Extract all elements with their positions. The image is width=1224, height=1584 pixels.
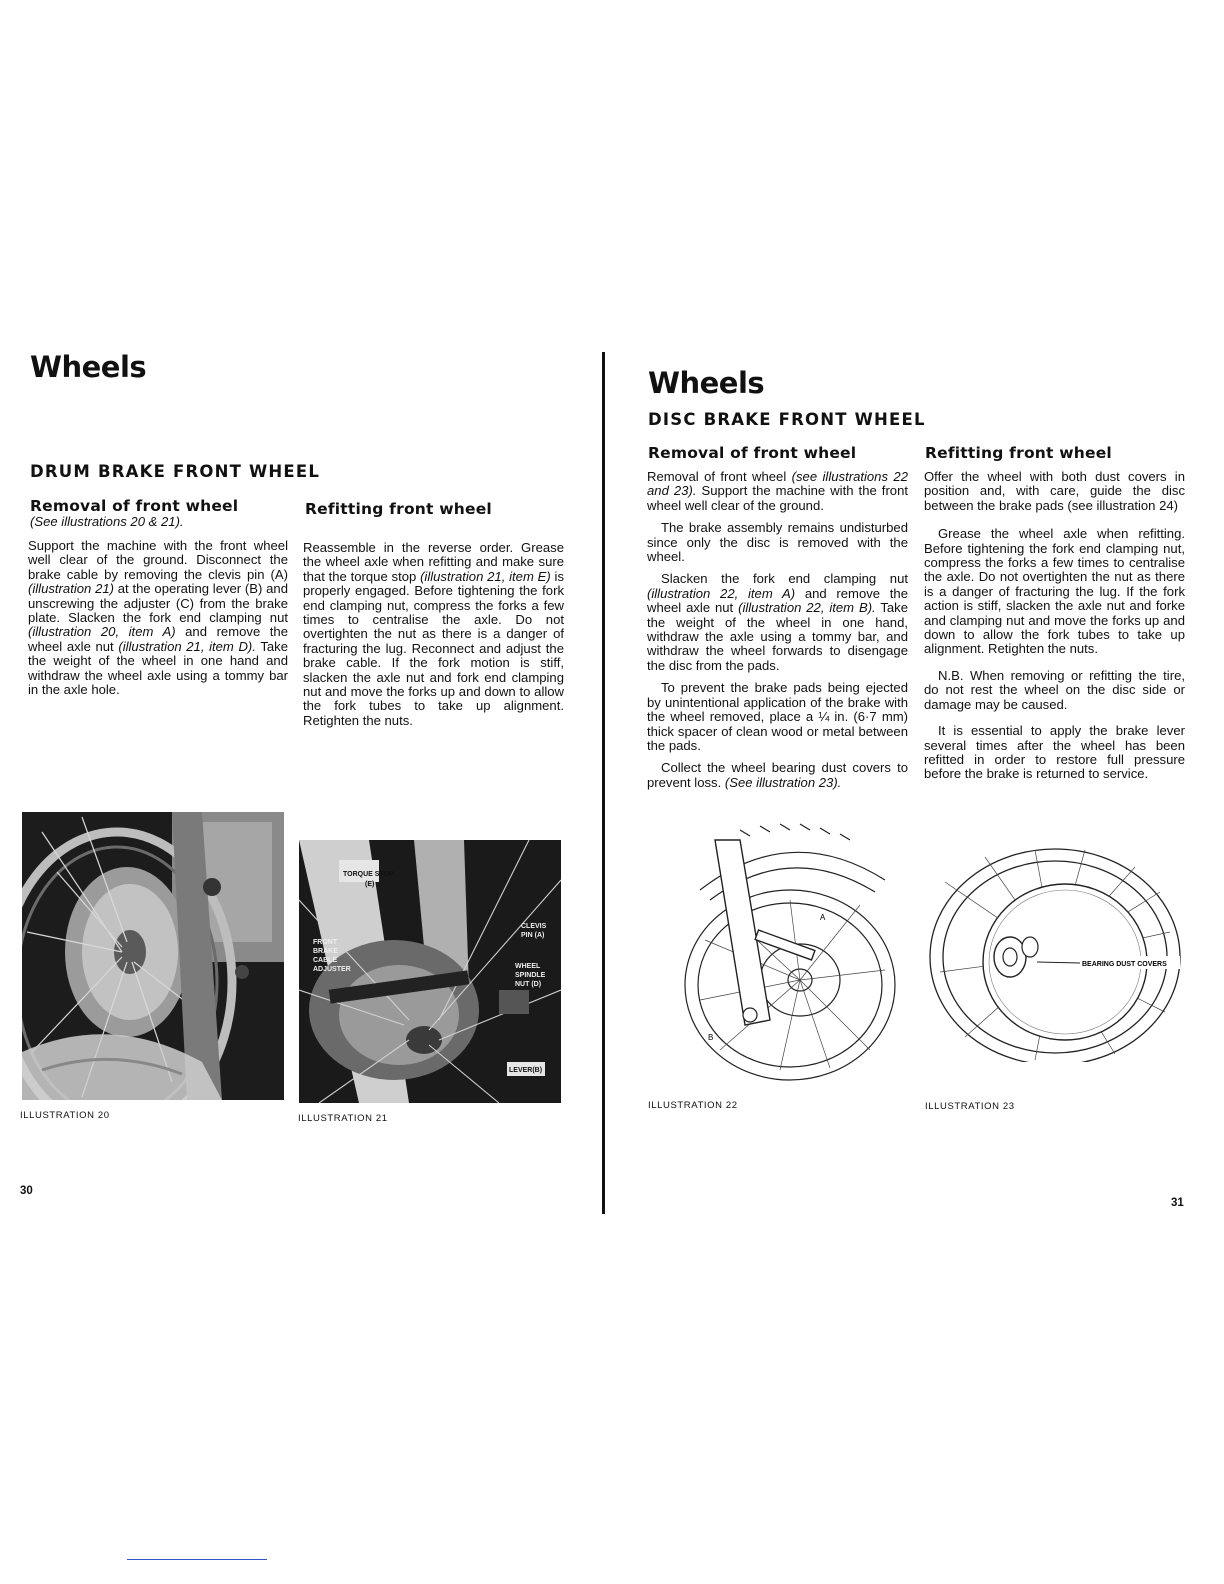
left-refitting-heading: Refitting front wheel: [305, 500, 492, 518]
illustration-21-callout-e: (E): [365, 881, 375, 888]
right-page-number: 31: [1171, 1197, 1184, 1209]
illustration-22-drawing: [660, 800, 900, 1090]
right-removal-heading: Removal of front wheel: [648, 444, 857, 462]
right-refitting-p3: N.B. When removing or refitting the tire, do not rest the wheel on the disc side or damage may be caused.: [924, 667, 1185, 712]
illustration-23-callout-bearing-dust-covers: BEARING DUST COVERS: [1082, 961, 1167, 968]
right-refitting-heading: Refitting front wheel: [925, 444, 1112, 462]
left-page-title: Wheels: [30, 350, 147, 384]
right-removal-p1: Removal of front wheel (see illustrations 22 and 23). Support the machine with the front wheel well clear of the ground.: [647, 469, 909, 513]
illustration-20-caption: ILLUSTRATION 20: [20, 1110, 110, 1121]
right-removal-text: [647, 470, 908, 798]
right-removal-p2: The brake assembly remains undisturbed since only the disc is removed with the wheel.: [647, 520, 908, 565]
left-refitting-text: Reassemble in the reverse order. Grease the wheel axle when refitting and make sure that the torque stop (illustration 21, item E) is properly engaged. Before tightening the fork end clamping nut, compress the forks a few times to centralise the axle. Do not overtighten the nut as there is a danger of fracturing the lug. Reconnect and adjust the brake cable. If the fork motion is stiff, slacken the axle nut and fork end clamping nut and move the forks up and down to allow the fork tubes to take up alignment. Retighten the nuts.: [303, 540, 564, 728]
illustration-21-callout-spindle: SPINDLE: [515, 972, 546, 979]
right-removal-p4: To prevent the brake pads being ejected by unintentional application of the brake with the wheel removed, place a ¼ in. (6·7 mm) thick spacer of clean wood or metal between the pads.: [647, 680, 908, 753]
link-underline: [127, 1559, 267, 1560]
right-removal-p5: Collect the wheel bearing dust covers to prevent loss. (See illustration 23).: [647, 760, 908, 790]
illustration-21-callout-pin-a: PIN (A): [521, 932, 545, 939]
left-removal-heading: Removal of front wheel: [30, 497, 239, 515]
illustration-23-caption: ILLUSTRATION 23: [925, 1101, 1015, 1112]
illustration-21-callout-nut-d: NUT (D): [515, 981, 542, 988]
illustration-21-callout-cable: CABLE: [313, 957, 338, 964]
right-refitting-text: [924, 470, 1185, 790]
left-section-heading: DRUM BRAKE FRONT WHEEL: [30, 462, 321, 481]
right-removal-p3: Slacken the fork end clamping nut (illustration 22, item A) and remove the wheel axle nut (illustration 22, item B). Take the weight of the wheel in one hand, withdraw the axle using a tommy bar, and withdraw the wheel forwards to disengage the disc from the pads.: [647, 571, 908, 673]
illustration-22-callout-b: B: [708, 1033, 714, 1042]
illustration-22-caption: ILLUSTRATION 22: [648, 1100, 738, 1111]
right-refitting-p4: It is essential to apply the brake lever several times after the wheel has been refitted in order to restore full pressure before the brake is returned to service.: [924, 723, 1185, 782]
illustration-21-callout-adjuster: ADJUSTER: [313, 966, 351, 973]
illustration-23-drawing: [925, 822, 1187, 1062]
illustration-20-photo: [22, 812, 284, 1100]
right-refitting-p2: Grease the wheel axle when refitting. Before tightening the fork end clamping nut, compress the forks a few times to centralise the axle. Do not overtighten the nut as there is a danger of fracturing the lug. If the fork action is stiff, slacken the axle nut and forke and clamping nut and move the forks up and down to allow the fork tubes to take up alignment. Retighten the nuts.: [924, 526, 1185, 657]
illustration-21-photo: [299, 840, 561, 1103]
illustration-21-callout-clevis: CLEVIS: [521, 923, 547, 930]
illustration-21-callout-front: FRONT: [313, 939, 338, 946]
right-section-heading: DISC BRAKE FRONT WHEEL: [648, 410, 926, 429]
left-removal-text: Support the machine with the front wheel well clear of the ground. Disconnect the brake cable by removing the clevis pin (A) (illustration 21) at the operating lever (B) and unscrewing the adjuster (C) from the brake plate. Slacken the fork end clamping nut (illustration 20, item A) and remove the wheel axle nut (illustration 21, item D). Take the weight of the wheel in one hand and withdraw the wheel axle using a tommy bar in the axle hole.: [28, 538, 288, 698]
left-removal-subheading: (See illustrations 20 & 21).: [30, 514, 184, 529]
left-page-number: 30: [20, 1185, 33, 1197]
illustration-21-callout-wheel: WHEEL: [515, 963, 541, 970]
illustration-21-callout-lever-b: LEVER(B): [509, 1067, 543, 1074]
illustration-21-callout-brake: BRAKE: [313, 948, 338, 955]
right-page-title: Wheels: [648, 366, 765, 400]
right-refitting-p1: Offer the wheel with both dust covers in position and, with care, guide the disc between the brake pads (see illustration 24): [924, 469, 1185, 513]
illustration-21-callout-torque-stop: TORQUE STOP: [343, 871, 394, 878]
illustration-22-callout-a: A: [820, 913, 826, 922]
page-divider: [602, 352, 605, 1214]
illustration-21-caption: ILLUSTRATION 21: [298, 1113, 388, 1124]
